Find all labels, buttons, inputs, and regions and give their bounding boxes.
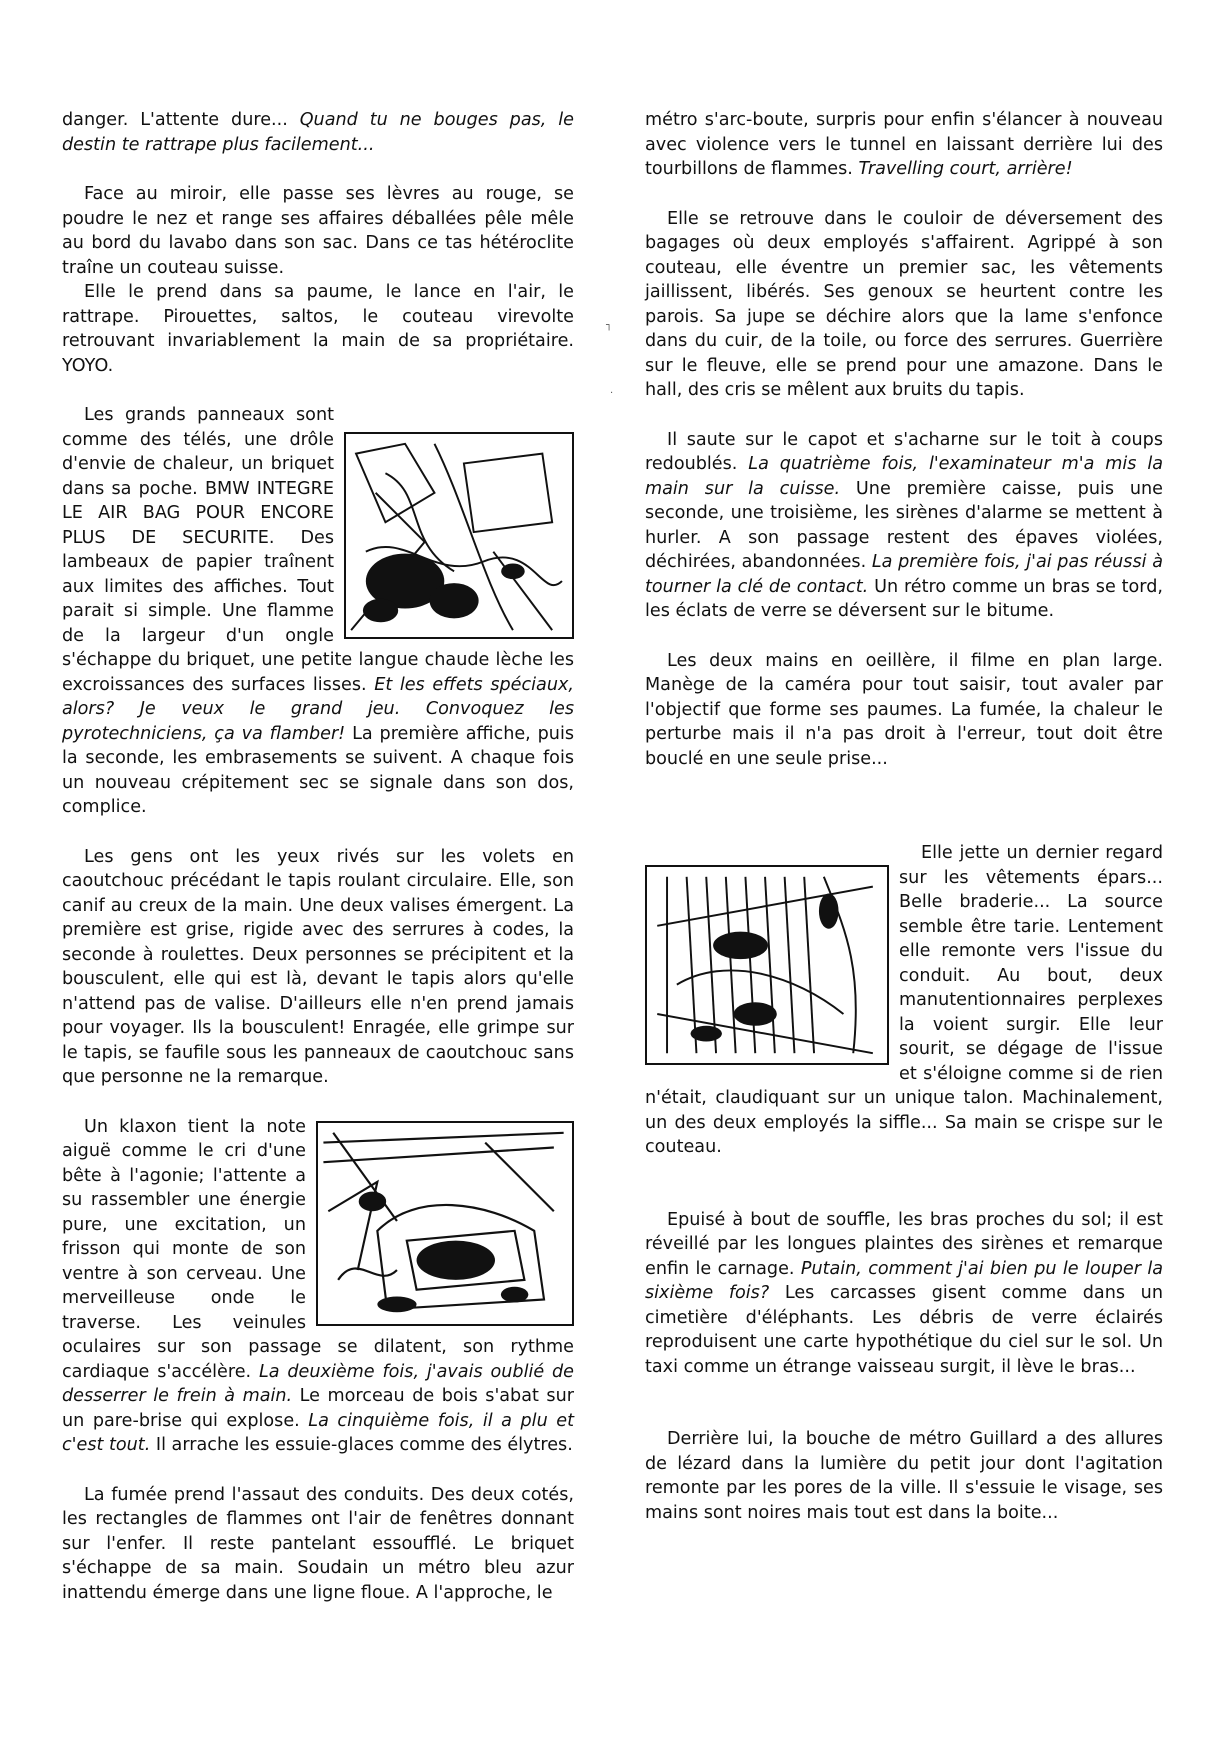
sketch-drawing: [647, 867, 887, 1063]
paragraph: Un klaxon tient la note aiguë comme le cri d'une bête à l'agonie; l'attente a su rassembler une énergie pure, une excitation, un frisson qui monte de son ventre à son cerveau. Une merveilleuse onde le traverse. Les veinules oculaires sur son passage se dilatent, son rythme cardiaque s'accélère. La deuxième fois, j'avais oublié de desserrer le frein à main. Le morceau de bois s'abat sur un pare-brise qui explose. La cinquième fois, il a plu et c'est tout. Il arrache les essuie-glaces comme des élytres.: [62, 1116, 574, 1455]
sketch-illustration-car: [316, 1121, 574, 1326]
paragraph: Elle le prend dans sa paume, le lance en l'air, le rattrape. Pirouettes, saltos, le couteau virevolte retrouvant invariablement la main de sa propriétaire. YOYO.: [62, 282, 574, 376]
paragraph: Face au miroir, elle passe ses lèvres au rouge, se poudre le nez et range ses affaires déballées pêle mêle au bord du lavabo dans son sac. Dans ce tas hétéroclite traîne un couteau suisse.: [62, 184, 574, 278]
margin-mark: ·: [610, 388, 614, 399]
paragraph: Derrière lui, la bouche de métro Guillard a des allures de lézard dans la lumière du petit jour dont l'agitation remonte par les pores de la ville. Il s'essuie le visage, ses mains sont noires mais tout est dans la boite...: [645, 1429, 1163, 1523]
paragraph: Elle se retrouve dans le couloir de déversement des bagages où deux employés s'affairent. Agrippé à son couteau, elle éventre un premier sac, les vêtements jaillissent, libérés. Ses genoux se heurtent contre les parois. Sa jupe se déchire alors que la lame s'enfonce dans du cuir, de la toile, ou force des serrures. Guerrière sur le fleuve, elle se prend pour une amazone. Dans le hall, des cris se mêlent aux bruits du tapis.: [645, 208, 1163, 400]
left-column: [62, 108, 574, 1605]
sketch-drawing: [318, 1123, 572, 1324]
paragraph: La fumée prend l'assaut des conduits. Des deux cotés, les rectangles de flammes ont l'air de fenêtres donnant sur l'enfer. Il reste pantelant essoufflé. Le briquet s'échappe de sa main. Soudain un métro bleu azur inattendu émerge dans une ligne floue. A l'approche, le: [62, 1484, 574, 1603]
paragraph: métro s'arc-boute, surpris pour enfin s'élancer à nouveau avec violence vers le tunnel en laissant derrière lui des tourbillons de flammes. Travelling court, arrière!: [645, 110, 1163, 179]
right-column: [645, 108, 1163, 1525]
paragraph: danger. L'attente dure... Quand tu ne bouges pas, le destin te rattrape plus facilement...: [62, 110, 575, 155]
paragraph: Les deux mains en oeillère, il filme en plan large. Manège de la caméra pour tout saisir, tout avaler par l'objectif que forme ses paumes. La fumée, la chaleur le perturbe mais il n'a pas droit à l'erreur, tout doit être bouclé en une seule prise...: [645, 650, 1163, 769]
paragraph: Les grands panneaux sont comme des télés, une drôle d'envie de chaleur, un briquet dans sa poche. BMW INTEGRE LE AIR BAG POUR ENCORE PLUS DE SECURITE. Des lambeaux de papier traînent aux limites des affiches. Tout parait si simple. Une flamme de la largeur d'un ongle s'échappe du briquet, une petite langue chaude lèche les excroissances des surfaces lisses. Et les effets spéciaux, alors? Je veux le grand jeu. Convoquez les pyrotechniciens, ça va flamber! La première affiche, puis la seconde, les embrasements se suivent. A chaque fois un nouveau crépitement sec se signale dans son dos, complice.: [62, 405, 574, 817]
sketch-illustration-conduit: [645, 865, 889, 1065]
paragraph: Elle jette un dernier regard sur les vêtements épars... Belle braderie... La source semble être tarie. Lentement elle remonte vers l'issue du conduit. Au bout, deux manutentionnaires perplexes la voient surgir. Elle leur sourit, se dégage de l'issue et s'éloigne comme si de rien n'était, claudiquant sur un unique talon. Machinalement, un des deux employés la siffle... Sa main se crispe sur le couteau.: [645, 843, 1163, 1157]
paragraph: Les gens ont les yeux rivés sur les volets en caoutchouc précédant le tapis roulant circulaire. Elle, son canif au creux de la main. Une deux valises émergent. La première est grise, rigide avec des serrures à codes, la seconde à roulettes. Deux personnes se précipitent et la bousculent, elle qui est là, devant le tapis alors qu'elle n'attend pas de valise. D'ailleurs elle n'en prend jamais pour voyager. Ils la bousculent! Enragée, elle grimpe sur le tapis, se faufile sous les panneaux de caoutchouc sans que personne ne la remarque.: [62, 846, 574, 1087]
sketch-drawing: [346, 434, 572, 637]
paragraph: Epuisé à bout de souffle, les bras proches du sol; il est réveillé par les longues plaintes des sirènes et remarque enfin le carnage. Putain, comment j'ai bien pu le louper la sixième fois? Les carcasses gisent comme dans un cimetière d'éléphants. Les débris de verre éclairés reproduisent une carte hypothétique du ciel sur le sol. Un taxi comme un étrange vaisseau surgit, il lève le bras...: [645, 1209, 1163, 1377]
paragraph: Il saute sur le capot et s'acharne sur le toit à coups redoublés. La quatrième fois, l'examinateur m'a mis la main sur la cuisse. Une première caisse, puis une seconde, une troisième, les sirènes d'alarme se mettent à hurler. A son passage restent des épaves violées, déchirées, abandonnées. La première fois, j'ai pas réussi à tourner la clé de contact. Un rétro comme un bras se tord, les éclats de verre se déversent sur le bitume.: [645, 429, 1163, 621]
margin-mark: ┐: [606, 320, 613, 331]
sketch-illustration-poster: [344, 432, 574, 639]
